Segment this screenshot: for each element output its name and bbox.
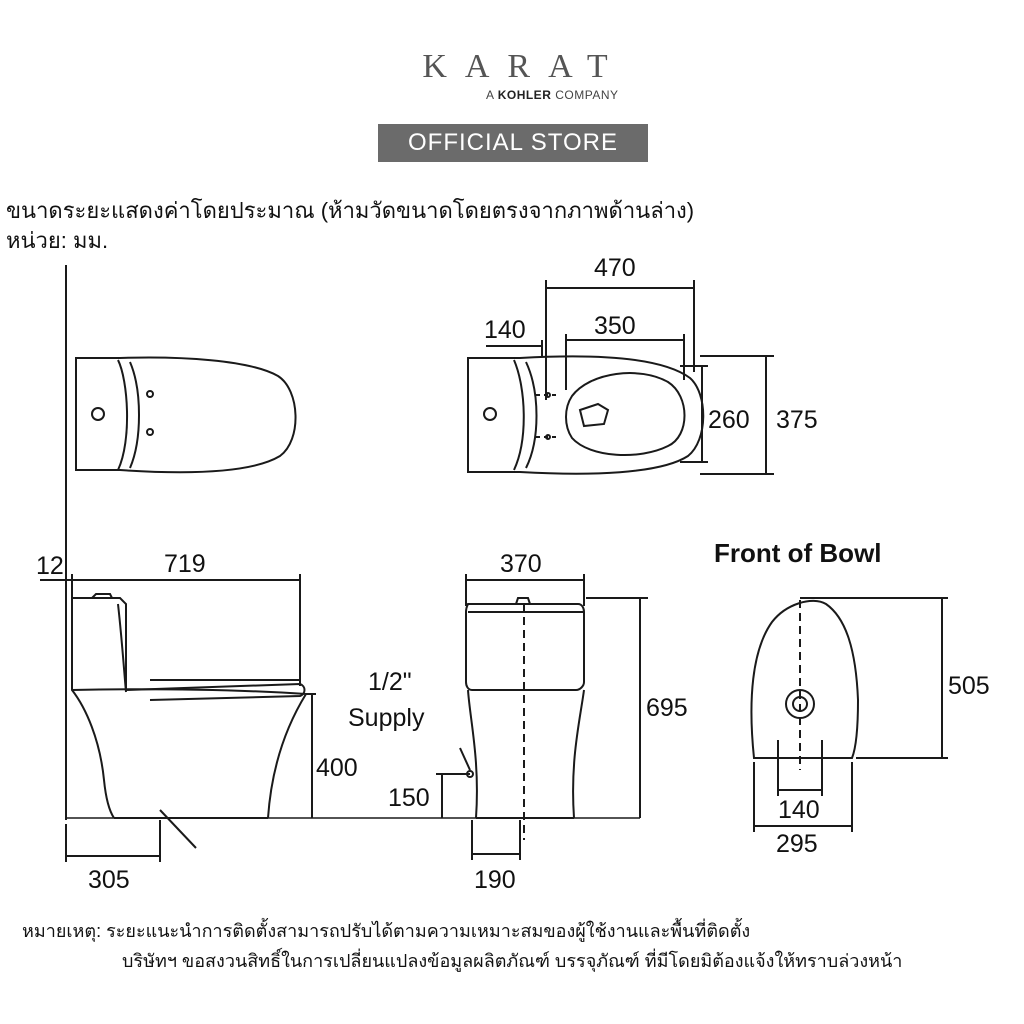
top-view-dimensioned [468,280,774,474]
footer-line-2: บริษัทฯ ขอสงวนสิทธิ์ในการเปลี่ยนแปลงข้อมูลผลิตภัณฑ์ บรรจุภัณฑ์ ที่มีโดยมิต้องแจ้งให้ทราบล่วงหน้า [122,951,903,971]
dim-front-base: 190 [474,866,516,894]
note-approximate: ขนาดระยะแสดงค่าโดยประมาณ (ห้ามวัดขนาดโดยตรงจากภาพด้านล่าง) [6,198,695,223]
dim-bowl-base: 295 [776,830,818,858]
official-store-badge: OFFICIAL STORE [378,124,648,162]
dim-top-inner-width: 260 [708,406,750,434]
dim-front-height: 695 [646,694,688,722]
note-unit: หน่วย: มม. [6,228,109,253]
dim-front-supply-height: 150 [388,784,430,812]
dim-side-seat-height: 400 [316,754,358,782]
supply-size-label: 1/2" [368,668,412,696]
dim-side-offset: 12 [36,552,64,580]
dim-side-rough-in: 305 [88,866,130,894]
brand-name: KARAT [422,48,626,85]
dim-top-overall: 470 [594,254,636,282]
front-view [436,574,648,860]
dim-bowl-height: 505 [948,672,990,700]
tagline-kohler: KOHLER [497,88,552,102]
supply-label: Supply [348,704,425,732]
dim-bowl-holes: 140 [778,796,820,824]
footer-note [22,916,902,976]
top-view-plain [76,358,296,473]
dim-top-outer-width: 375 [776,406,818,434]
dim-top-tank: 140 [484,316,526,344]
dim-side-length: 719 [164,550,206,578]
dim-front-width: 370 [500,550,542,578]
front-of-bowl-title: Front of Bowl [714,538,882,568]
footer-line-1: หมายเหตุ: ระยะแนะนำการติดตั้งสามารถปรับได้ตามความเหมาะสมของผู้ใช้งานและพื้นที่ติดตั้ง [22,921,751,941]
tagline-prefix: A [486,88,494,102]
tagline-suffix: COMPANY [555,88,619,102]
dim-top-bowl: 350 [594,312,636,340]
